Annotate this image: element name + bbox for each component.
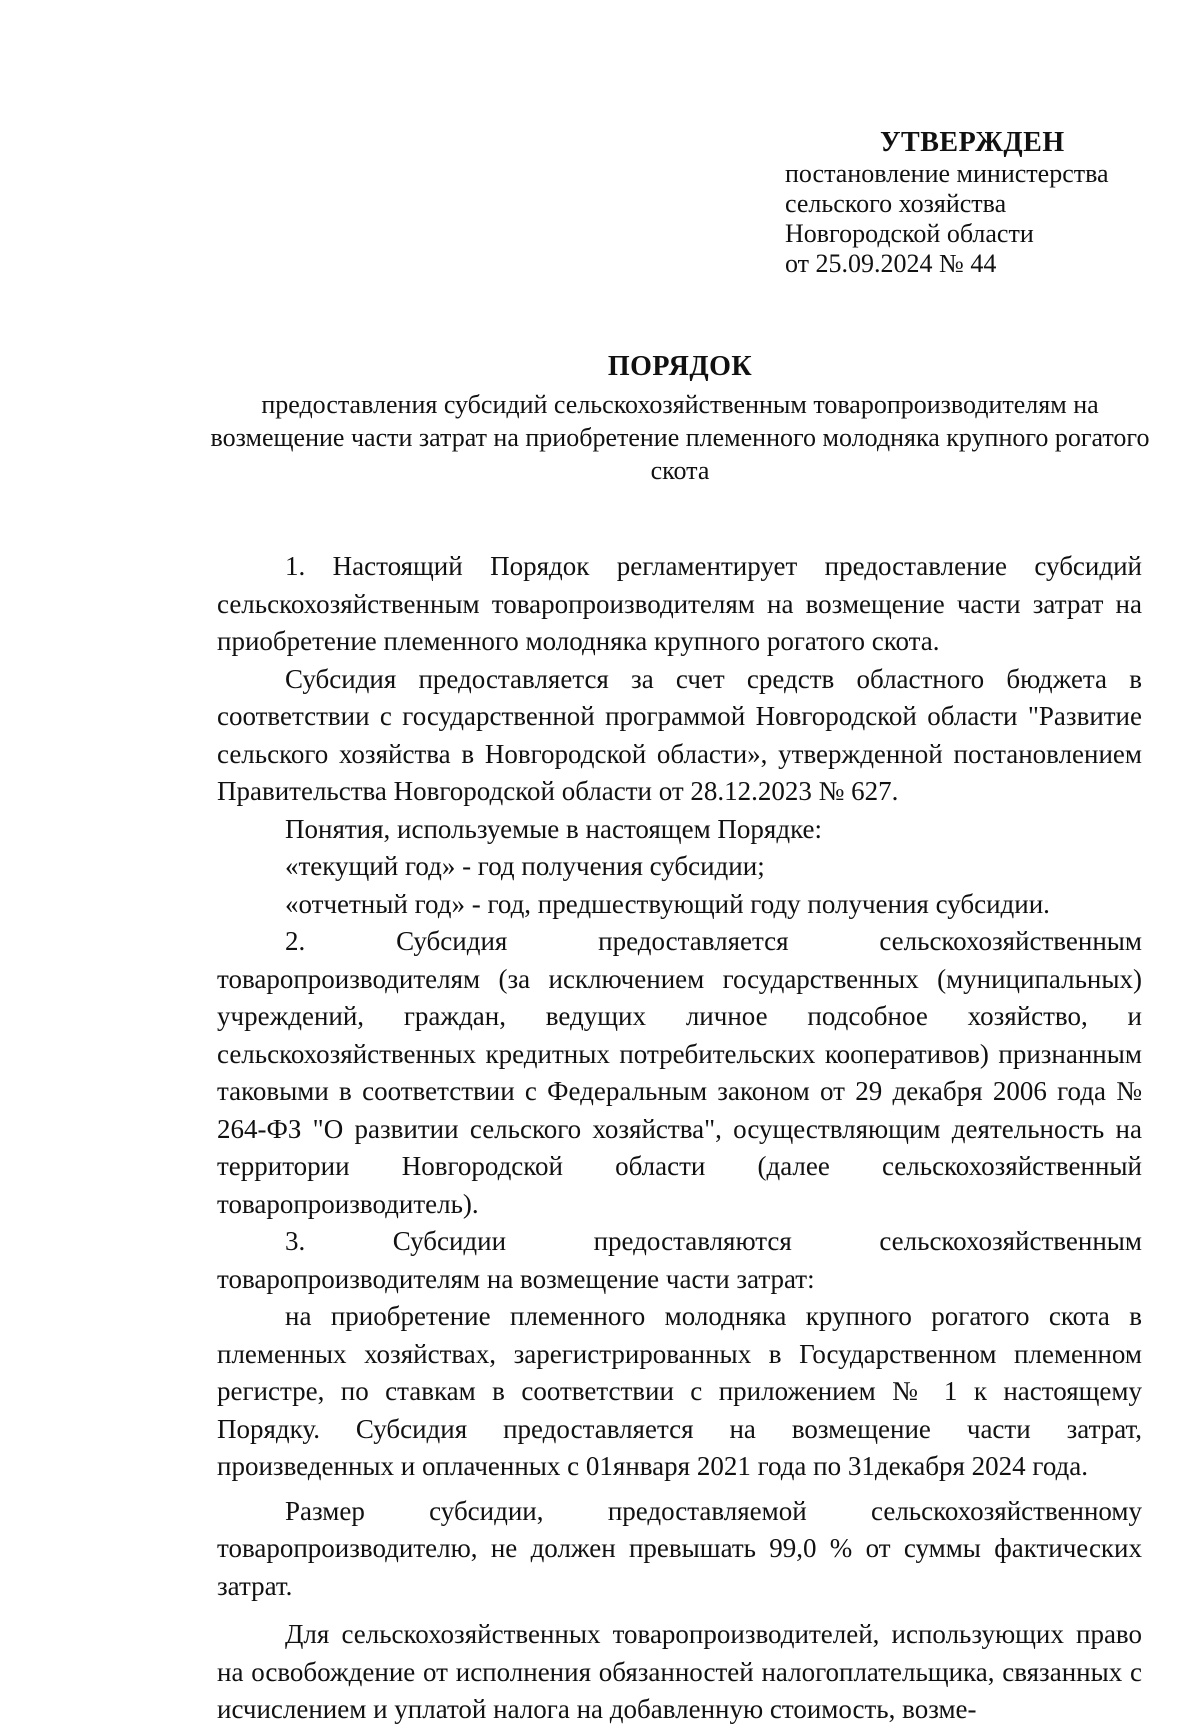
paragraph-subsidy-source: Субсидия предоставляется за счет средств областного бюджета в соответствии с государственной программой Новгородской области "Развитие сельского хозяйства в Новгородской области», утвержденной постановлением Правительства Новгородской области от 28.12.2023 № 627. bbox=[217, 663, 1142, 806]
document-subtitle: предоставления субсидий сельскохозяйственным товаропроизводителям на возмещение части затрат на приобретение племенного молодняка крупного рогатого скота bbox=[210, 390, 1150, 485]
approval-line: постановление министерства bbox=[785, 159, 1109, 188]
paragraph-definitions: Понятия, используемые в настоящем Порядке: bbox=[285, 813, 822, 844]
approval-title: УТВЕРЖДЕН bbox=[880, 127, 1065, 158]
paragraph-1: 1. Настоящий Порядок регламентирует предоставление субсидий сельскохозяйственным товаропроизводителям на возмещение части затрат на приобретение племенного молодняка крупного рогатого скота. bbox=[217, 551, 1142, 656]
paragraph-3: 3. Субсидии предоставляются сельскохозяйственным товаропроизводителям на возмещение части затрат: bbox=[217, 1226, 1142, 1294]
approval-line: Новгородской области bbox=[785, 219, 1034, 248]
paragraph-vat: Для сельскохозяйственных товаропроизводителей, использующих право на освобождение от исполнения обязанностей налогоплательщика, связанных с исчислением и уплатой налога на добавленную стоимость, возме- bbox=[217, 1619, 1142, 1724]
paragraph-purchase: на приобретение племенного молодняка крупного рогатого скота в племенных хозяйствах, зарегистрированных в Государственном племенном регистре, по ставкам в соответствии с приложением № 1 к настоящему Порядку. Субсидия предоставляется на возмещение части затрат, произведенных и оплаченных с 01января 2021 года по 31декабря 2024 года. bbox=[217, 1301, 1142, 1481]
paragraph-2: 2. Субсидия предоставляется сельскохозяйственным товаропроизводителям (за исключением государственных (муниципальных) учреждений, граждан, ведущих личное подсобное хозяйство, и сельскохозяйственных кредитных потребительских кооперативов) признанным таковыми в соответствии с Федеральным законом от 29 декабря 2006 года № 264-ФЗ "О развитии сельского хозяйства", осуществляющим деятельность на территории Новгородской области (далее сельскохозяйственный товаропроизводитель). bbox=[217, 926, 1142, 1219]
approval-line: от 25.09.2024 № 44 bbox=[785, 249, 997, 278]
paragraph-subsidy-limit: Размер субсидии, предоставляемой сельскохозяйственному товаропроизводителю, не должен превышать 99,0 % от суммы фактических затрат. bbox=[217, 1495, 1142, 1601]
paragraph-current-year: «текущий год» - год получения субсидии; bbox=[285, 851, 765, 881]
document-title: ПОРЯДОК bbox=[607, 351, 753, 382]
approval-line: сельского хозяйства bbox=[785, 189, 1007, 218]
document-body bbox=[217, 548, 1142, 1729]
approval-stamp bbox=[785, 127, 1185, 279]
paragraph-reporting-year: «отчетный год» - год, предшествующий году получения субсидии. bbox=[285, 888, 1050, 919]
document-heading bbox=[210, 350, 1150, 487]
